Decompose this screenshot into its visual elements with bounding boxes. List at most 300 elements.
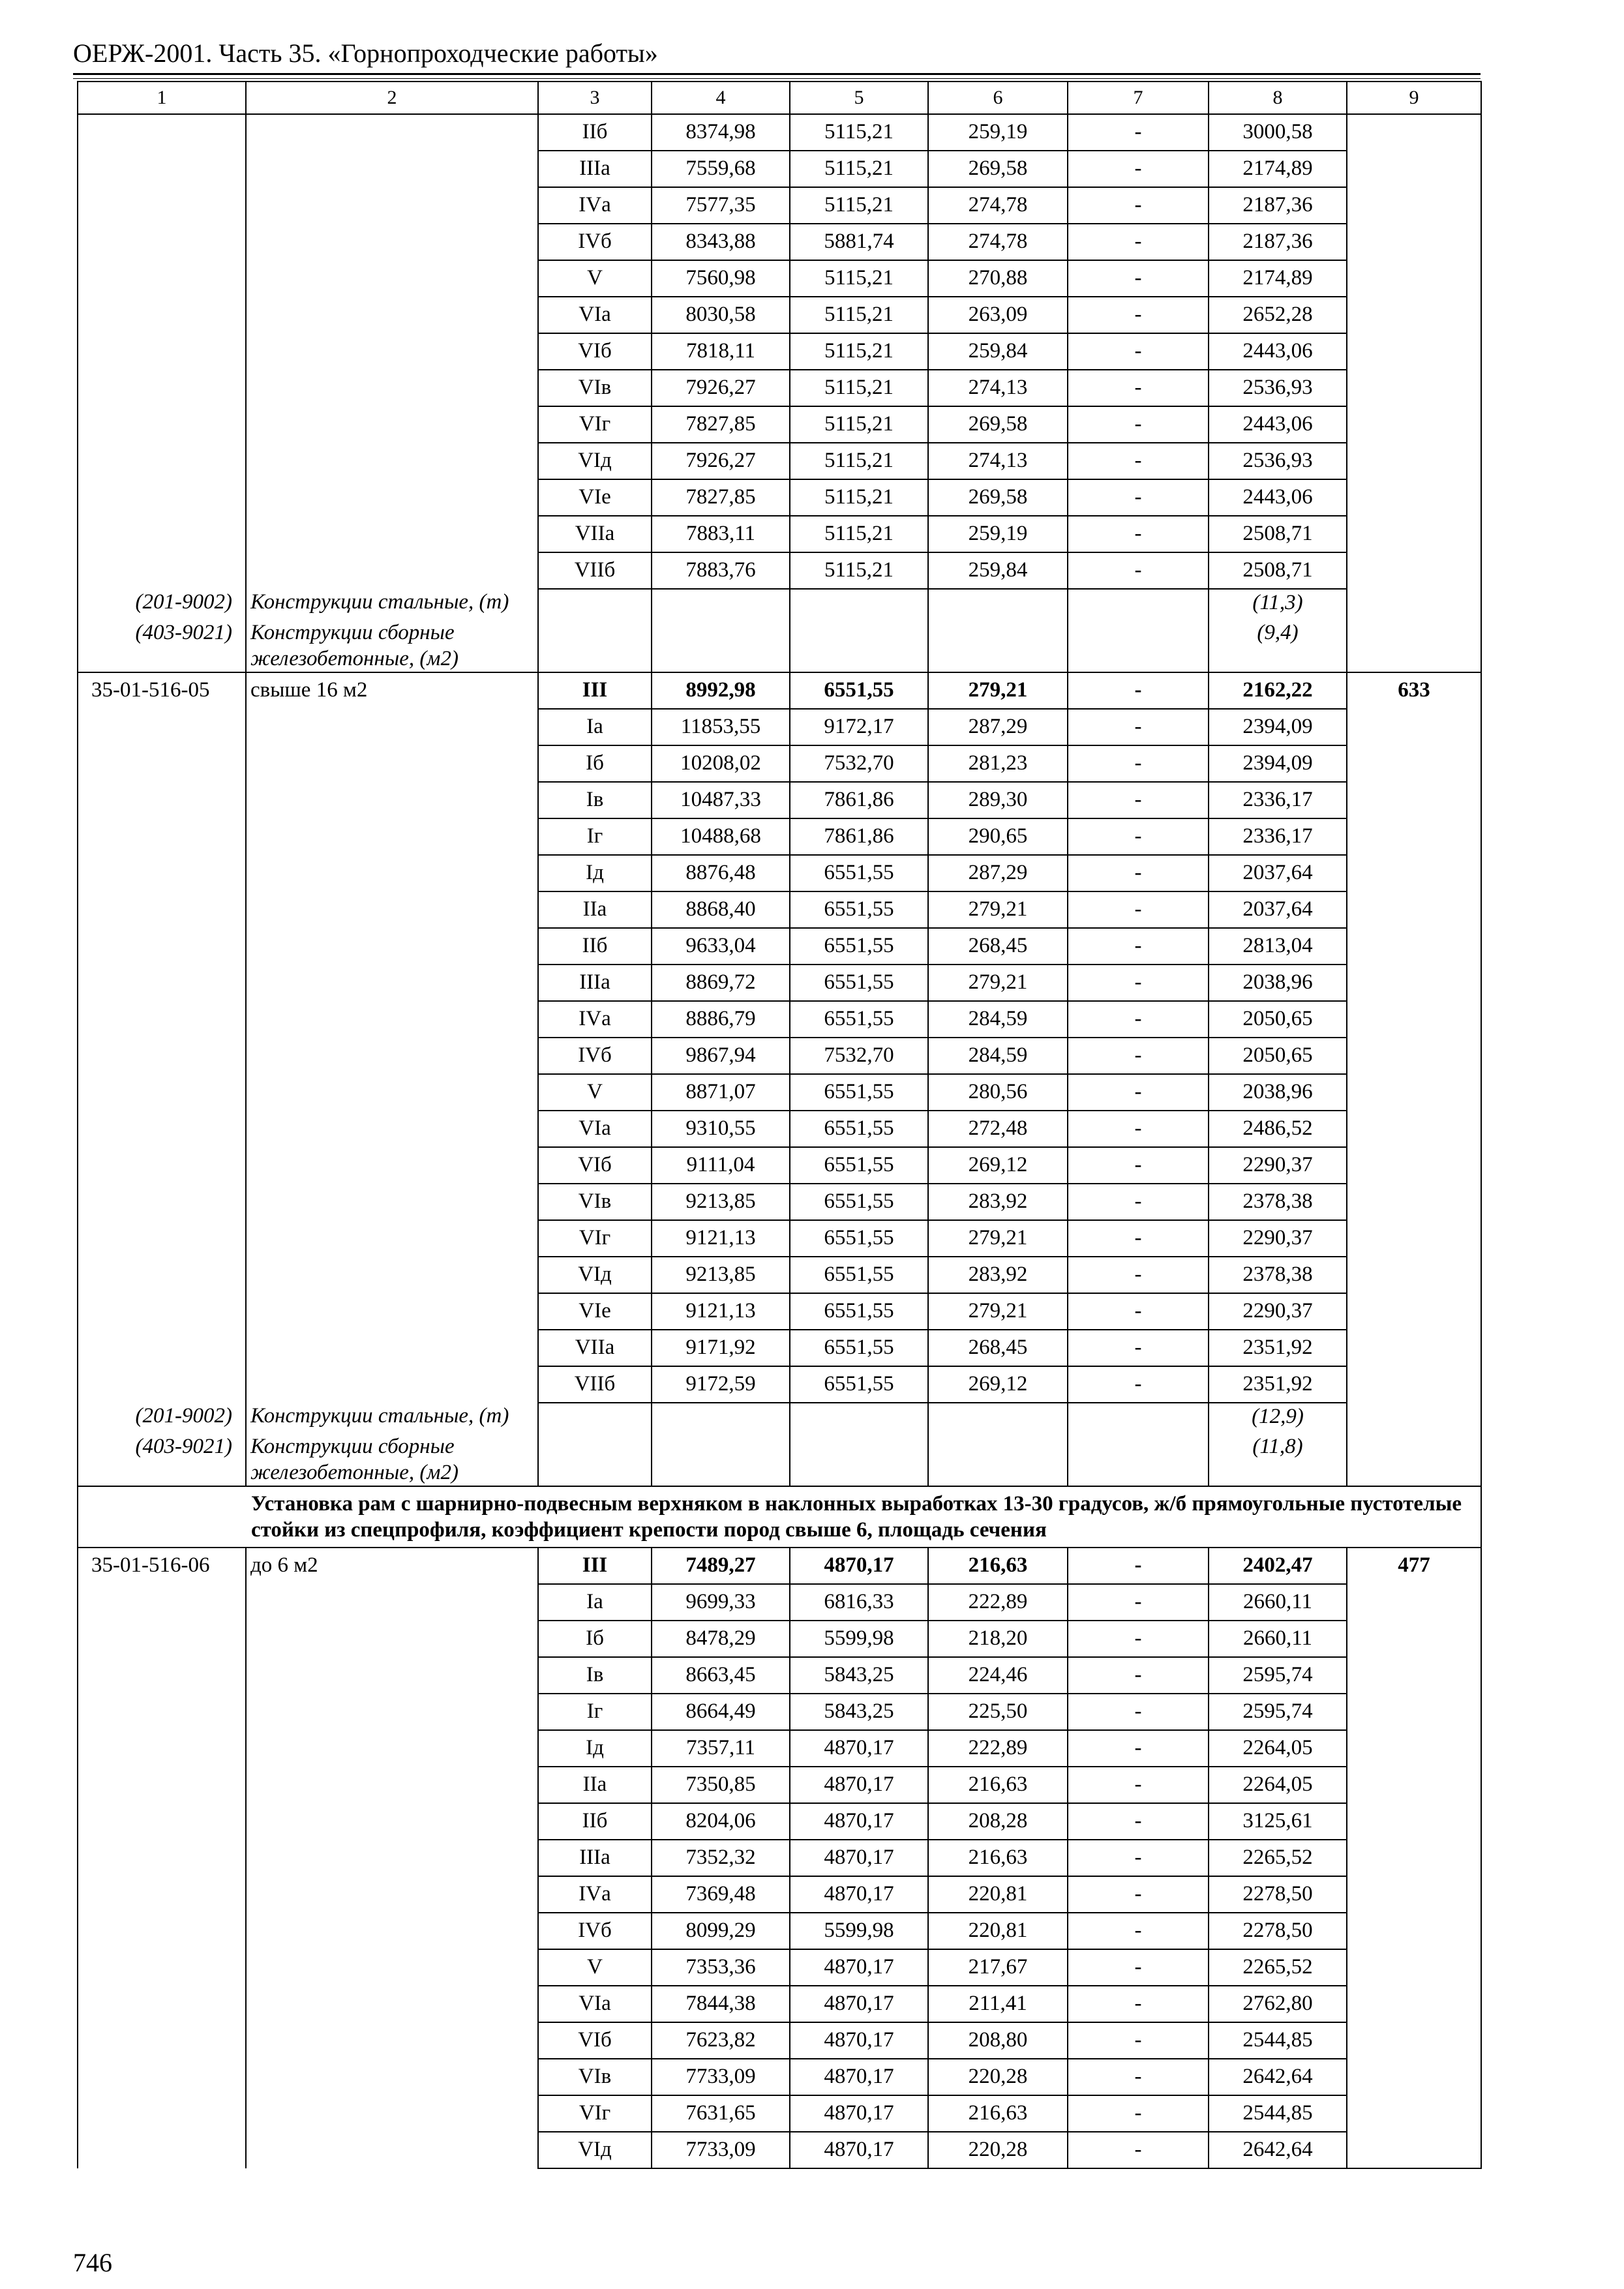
value-cell: 5115,21 (790, 479, 928, 516)
empty-cell (652, 1403, 790, 1433)
category-cell: VIа (538, 1986, 652, 2022)
category-cell: Iа (538, 709, 652, 745)
value-cell: 5115,21 (790, 552, 928, 589)
value-cell: 5115,21 (790, 114, 928, 151)
value-cell: 2187,36 (1209, 224, 1347, 260)
value-cell: 6551,55 (790, 891, 928, 928)
value-cell: - (1068, 1366, 1209, 1403)
value-cell: 4870,17 (790, 1730, 928, 1767)
rates-table (77, 81, 1482, 2169)
empty-cell (1068, 589, 1209, 620)
value-cell: - (1068, 552, 1209, 589)
value-cell: 5599,98 (790, 1913, 928, 1949)
value-cell: 268,45 (928, 1330, 1068, 1366)
value-cell: 2038,96 (1209, 1074, 1347, 1111)
value-cell: 2050,65 (1209, 1038, 1347, 1074)
value-cell: 2278,50 (1209, 1913, 1347, 1949)
value-cell: 216,63 (928, 2095, 1068, 2132)
value-cell: - (1068, 855, 1209, 891)
value-cell: 289,30 (928, 782, 1068, 818)
value-cell: 272,48 (928, 1111, 1068, 1147)
value-cell: 2813,04 (1209, 928, 1347, 965)
value-cell: 6551,55 (790, 672, 928, 709)
empty-cell (538, 1403, 652, 1433)
value-cell: 263,09 (928, 297, 1068, 333)
category-cell: VIб (538, 333, 652, 370)
value-cell: 7560,98 (652, 260, 790, 297)
resource-code: (201-9002) (78, 589, 246, 620)
value-cell: 220,28 (928, 2059, 1068, 2095)
value-cell: 4870,17 (790, 1767, 928, 1803)
value-cell: 7353,36 (652, 1949, 790, 1986)
value-cell: 269,58 (928, 151, 1068, 187)
category-cell: IIб (538, 1803, 652, 1840)
value-cell: 290,65 (928, 818, 1068, 855)
value-cell: - (1068, 406, 1209, 443)
value-cell: - (1068, 516, 1209, 552)
norm-description-cell (246, 114, 538, 589)
value-cell: 2037,64 (1209, 855, 1347, 891)
category-cell: Iд (538, 1730, 652, 1767)
category-cell: IVб (538, 1913, 652, 1949)
value-cell: 4870,17 (790, 1548, 928, 1584)
value-cell: 9121,13 (652, 1293, 790, 1330)
category-cell: III (538, 1548, 652, 1584)
column-number: 3 (538, 82, 652, 114)
category-cell: V (538, 260, 652, 297)
value-cell: 7733,09 (652, 2132, 790, 2168)
category-cell: IVа (538, 1876, 652, 1913)
empty-cell (652, 620, 790, 672)
category-cell: III (538, 672, 652, 709)
value-cell: 269,12 (928, 1147, 1068, 1184)
table-row (78, 114, 1481, 151)
value-cell: - (1068, 1840, 1209, 1876)
category-cell: VIг (538, 406, 652, 443)
empty-cell (928, 620, 1068, 672)
value-cell: 5843,25 (790, 1694, 928, 1730)
value-cell: 7818,11 (652, 333, 790, 370)
value-cell: 7532,70 (790, 1038, 928, 1074)
value-cell: 2290,37 (1209, 1293, 1347, 1330)
value-cell: 5843,25 (790, 1657, 928, 1694)
value-cell: 268,45 (928, 928, 1068, 965)
category-cell: IIа (538, 1767, 652, 1803)
value-cell: 2660,11 (1209, 1584, 1347, 1621)
value-cell: 8868,40 (652, 891, 790, 928)
category-cell: VIIа (538, 516, 652, 552)
category-cell: IIб (538, 114, 652, 151)
value-cell: 4870,17 (790, 2022, 928, 2059)
category-cell: VIа (538, 297, 652, 333)
value-cell: - (1068, 333, 1209, 370)
value-cell: 5115,21 (790, 443, 928, 479)
value-cell: 2536,93 (1209, 370, 1347, 406)
value-cell: 4870,17 (790, 1876, 928, 1913)
category-cell: VIе (538, 479, 652, 516)
value-cell: 287,29 (928, 855, 1068, 891)
value-cell: 11853,55 (652, 709, 790, 745)
value-cell: 2762,80 (1209, 1986, 1347, 2022)
value-cell: 2443,06 (1209, 479, 1347, 516)
empty-cell (1068, 1403, 1209, 1433)
value-cell: 2394,09 (1209, 745, 1347, 782)
empty-cell (1068, 1433, 1209, 1486)
value-cell: 2595,74 (1209, 1657, 1347, 1694)
header-rule (73, 73, 1481, 75)
value-cell: - (1068, 1730, 1209, 1767)
value-cell: 6551,55 (790, 1147, 928, 1184)
value-cell: 9121,13 (652, 1220, 790, 1257)
value-cell: 2265,52 (1209, 1949, 1347, 1986)
value-cell: 222,89 (928, 1730, 1068, 1767)
value-cell: 6551,55 (790, 1184, 928, 1220)
value-cell: 2351,92 (1209, 1330, 1347, 1366)
value-cell: 225,50 (928, 1694, 1068, 1730)
value-cell: 2378,38 (1209, 1184, 1347, 1220)
value-cell: 220,81 (928, 1876, 1068, 1913)
category-cell: Iг (538, 1694, 652, 1730)
value-cell: 4870,17 (790, 2095, 928, 2132)
category-cell: IVб (538, 224, 652, 260)
empty-cell (538, 589, 652, 620)
category-cell: V (538, 1074, 652, 1111)
category-cell: VIд (538, 443, 652, 479)
resource-note-row (78, 620, 1481, 672)
value-cell: 9310,55 (652, 1111, 790, 1147)
value-cell: 8871,07 (652, 1074, 790, 1111)
value-cell: - (1068, 782, 1209, 818)
value-cell: 2642,64 (1209, 2132, 1347, 2168)
value-cell: 6551,55 (790, 1111, 928, 1147)
page-number: 746 (73, 2248, 112, 2277)
value-cell: 9213,85 (652, 1257, 790, 1293)
value-cell: 3000,58 (1209, 114, 1347, 151)
value-cell: - (1068, 1621, 1209, 1657)
column-number: 9 (1347, 82, 1481, 114)
empty-cell (538, 620, 652, 672)
empty-cell (538, 1433, 652, 1486)
value-cell: - (1068, 709, 1209, 745)
column-number: 6 (928, 82, 1068, 114)
column-number: 5 (790, 82, 928, 114)
value-cell: - (1068, 370, 1209, 406)
resource-quantity: (9,4) (1209, 620, 1347, 672)
value-cell: 287,29 (928, 709, 1068, 745)
category-cell: Iд (538, 855, 652, 891)
value-cell: 6551,55 (790, 1330, 928, 1366)
value-cell: 220,81 (928, 1913, 1068, 1949)
empty-cell (790, 1433, 928, 1486)
value-cell: 8374,98 (652, 114, 790, 151)
value-cell: 274,13 (928, 443, 1068, 479)
value-cell: 2351,92 (1209, 1366, 1347, 1403)
value-cell: 10208,02 (652, 745, 790, 782)
value-cell: 6551,55 (790, 928, 928, 965)
value-cell: 2536,93 (1209, 443, 1347, 479)
resource-quantity: (11,3) (1209, 589, 1347, 620)
value-cell: 2394,09 (1209, 709, 1347, 745)
value-cell: 4870,17 (790, 1803, 928, 1840)
value-cell: 2508,71 (1209, 552, 1347, 589)
value-cell: 270,88 (928, 260, 1068, 297)
value-cell: 6551,55 (790, 855, 928, 891)
value-cell: 2443,06 (1209, 333, 1347, 370)
category-cell: VIе (538, 1293, 652, 1330)
value-cell: 224,46 (928, 1657, 1068, 1694)
value-cell: 6551,55 (790, 1257, 928, 1293)
value-cell: 2443,06 (1209, 406, 1347, 443)
column-9-cell: 477 (1347, 1548, 1481, 2168)
category-cell: Iа (538, 1584, 652, 1621)
value-cell: 7532,70 (790, 745, 928, 782)
category-cell: Iв (538, 1657, 652, 1694)
category-cell: Iб (538, 745, 652, 782)
table-row (78, 672, 1481, 709)
value-cell: 279,21 (928, 1220, 1068, 1257)
value-cell: 208,28 (928, 1803, 1068, 1840)
value-cell: - (1068, 1949, 1209, 1986)
value-cell: 7733,09 (652, 2059, 790, 2095)
value-cell: 9699,33 (652, 1584, 790, 1621)
category-cell: IVа (538, 187, 652, 224)
column-number: 2 (246, 82, 538, 114)
value-cell: 274,13 (928, 370, 1068, 406)
value-cell: 5115,21 (790, 297, 928, 333)
empty-cell (1068, 620, 1209, 672)
value-cell: 7883,76 (652, 552, 790, 589)
value-cell: 8869,72 (652, 965, 790, 1001)
category-cell: VIд (538, 2132, 652, 2168)
resource-quantity: (11,8) (1209, 1433, 1347, 1486)
value-cell: 2290,37 (1209, 1147, 1347, 1184)
empty-cell (790, 1403, 928, 1433)
value-cell: 2265,52 (1209, 1840, 1347, 1876)
column-number: 1 (78, 82, 246, 114)
empty-cell (652, 1433, 790, 1486)
value-cell: 9172,59 (652, 1366, 790, 1403)
value-cell: - (1068, 260, 1209, 297)
section-empty-cell (78, 1486, 246, 1548)
resource-name: Конструкции сборные железобетонные, (м2) (246, 620, 538, 672)
value-cell: - (1068, 1220, 1209, 1257)
category-cell: VIг (538, 1220, 652, 1257)
value-cell: - (1068, 443, 1209, 479)
value-cell: - (1068, 672, 1209, 709)
value-cell: 7861,86 (790, 782, 928, 818)
value-cell: 269,12 (928, 1366, 1068, 1403)
category-cell: IIIа (538, 1840, 652, 1876)
value-cell: 284,59 (928, 1038, 1068, 1074)
value-cell: 218,20 (928, 1621, 1068, 1657)
value-cell: 8664,49 (652, 1694, 790, 1730)
value-cell: 220,28 (928, 2132, 1068, 2168)
category-cell: VIв (538, 2059, 652, 2095)
category-cell: VIIб (538, 552, 652, 589)
value-cell: - (1068, 1330, 1209, 1366)
rates-table-body (78, 82, 1481, 2168)
value-cell: 5115,21 (790, 260, 928, 297)
value-cell: - (1068, 297, 1209, 333)
value-cell: - (1068, 1986, 1209, 2022)
value-cell: - (1068, 1803, 1209, 1840)
value-cell: 2174,89 (1209, 151, 1347, 187)
value-cell: - (1068, 2022, 1209, 2059)
value-cell: 5115,21 (790, 151, 928, 187)
value-cell: - (1068, 224, 1209, 260)
value-cell: 2642,64 (1209, 2059, 1347, 2095)
value-cell: 6551,55 (790, 1366, 928, 1403)
value-cell: 4870,17 (790, 2132, 928, 2168)
value-cell: 283,92 (928, 1257, 1068, 1293)
value-cell: 2402,47 (1209, 1548, 1347, 1584)
norm-code-cell: 35-01-516-06 (78, 1548, 246, 2168)
resource-name: Конструкции сборные железобетонные, (м2) (246, 1433, 538, 1486)
category-cell: VIб (538, 1147, 652, 1184)
value-cell: 8030,58 (652, 297, 790, 333)
value-cell: - (1068, 1767, 1209, 1803)
value-cell: 2187,36 (1209, 187, 1347, 224)
category-cell: VIIа (538, 1330, 652, 1366)
value-cell: 7631,65 (652, 2095, 790, 2132)
resource-note-row (78, 1433, 1481, 1486)
value-cell: - (1068, 928, 1209, 965)
value-cell: 7827,85 (652, 406, 790, 443)
value-cell: 7844,38 (652, 1986, 790, 2022)
category-cell: V (538, 1949, 652, 1986)
column-9-cell: 633 (1347, 672, 1481, 1486)
value-cell: 7352,32 (652, 1840, 790, 1876)
category-cell: VIа (538, 1111, 652, 1147)
value-cell: - (1068, 818, 1209, 855)
norm-description-cell: свыше 16 м2 (246, 672, 538, 1403)
value-cell: - (1068, 745, 1209, 782)
category-cell: IIа (538, 891, 652, 928)
column-number: 7 (1068, 82, 1209, 114)
norm-code-cell: 35-01-516-05 (78, 672, 246, 1403)
resource-code: (403-9021) (78, 620, 246, 672)
value-cell: 222,89 (928, 1584, 1068, 1621)
value-cell: 8343,88 (652, 224, 790, 260)
resource-name: Конструкции стальные, (т) (246, 1403, 538, 1433)
norm-description-cell: до 6 м2 (246, 1548, 538, 2168)
value-cell: 2162,22 (1209, 672, 1347, 709)
category-cell: VIв (538, 370, 652, 406)
value-cell: 279,21 (928, 1293, 1068, 1330)
value-cell: 2378,38 (1209, 1257, 1347, 1293)
value-cell: 9171,92 (652, 1330, 790, 1366)
value-cell: 2544,85 (1209, 2095, 1347, 2132)
value-cell: 5115,21 (790, 406, 928, 443)
value-cell: 5115,21 (790, 187, 928, 224)
category-cell: Iв (538, 782, 652, 818)
value-cell: 9172,17 (790, 709, 928, 745)
value-cell: - (1068, 1548, 1209, 1584)
value-cell: 2595,74 (1209, 1694, 1347, 1730)
value-cell: 281,23 (928, 745, 1068, 782)
value-cell: 6551,55 (790, 1074, 928, 1111)
value-cell: - (1068, 2095, 1209, 2132)
value-cell: 8663,45 (652, 1657, 790, 1694)
section-heading: Установка рам с шарнирно-подвесным верхняком в наклонных выработках 13-30 градусов, ж/б прямоугольные пустотелые стойки из спецпрофиля, коэффициент крепости пород свыше 6, площадь сечения (246, 1486, 1481, 1548)
value-cell: 7489,27 (652, 1548, 790, 1584)
value-cell: 7623,82 (652, 2022, 790, 2059)
category-cell: Iг (538, 818, 652, 855)
value-cell: 259,84 (928, 333, 1068, 370)
value-cell: 2652,28 (1209, 297, 1347, 333)
value-cell: 6551,55 (790, 1220, 928, 1257)
value-cell: - (1068, 1074, 1209, 1111)
category-cell: IIIа (538, 965, 652, 1001)
value-cell: 7861,86 (790, 818, 928, 855)
value-cell: 7369,48 (652, 1876, 790, 1913)
table-row (78, 1548, 1481, 1584)
value-cell: 211,41 (928, 1986, 1068, 2022)
value-cell: 2336,17 (1209, 818, 1347, 855)
value-cell: - (1068, 1147, 1209, 1184)
value-cell: 2486,52 (1209, 1111, 1347, 1147)
value-cell: - (1068, 1001, 1209, 1038)
section-heading-row (78, 1486, 1481, 1548)
empty-cell (790, 620, 928, 672)
value-cell: 6551,55 (790, 1001, 928, 1038)
value-cell: 7350,85 (652, 1767, 790, 1803)
value-cell: 9213,85 (652, 1184, 790, 1220)
value-cell: 9111,04 (652, 1147, 790, 1184)
resource-name: Конструкции стальные, (т) (246, 589, 538, 620)
value-cell: 217,67 (928, 1949, 1068, 1986)
value-cell: 2290,37 (1209, 1220, 1347, 1257)
value-cell: - (1068, 1293, 1209, 1330)
resource-note-row (78, 589, 1481, 620)
value-cell: 7883,11 (652, 516, 790, 552)
category-cell: Iб (538, 1621, 652, 1657)
value-cell: 4870,17 (790, 1840, 928, 1876)
value-cell: 6551,55 (790, 1293, 928, 1330)
value-cell: 2544,85 (1209, 2022, 1347, 2059)
value-cell: 284,59 (928, 1001, 1068, 1038)
value-cell: - (1068, 1111, 1209, 1147)
category-cell: VIд (538, 1257, 652, 1293)
value-cell: 2050,65 (1209, 1001, 1347, 1038)
value-cell: - (1068, 1657, 1209, 1694)
value-cell: - (1068, 1694, 1209, 1730)
value-cell: 274,78 (928, 187, 1068, 224)
value-cell: 2278,50 (1209, 1876, 1347, 1913)
value-cell: - (1068, 479, 1209, 516)
value-cell: 259,19 (928, 114, 1068, 151)
value-cell: 269,58 (928, 479, 1068, 516)
empty-cell (652, 589, 790, 620)
empty-cell (928, 1433, 1068, 1486)
value-cell: - (1068, 2059, 1209, 2095)
value-cell: - (1068, 1584, 1209, 1621)
value-cell: 5115,21 (790, 333, 928, 370)
value-cell: 269,58 (928, 406, 1068, 443)
value-cell: - (1068, 187, 1209, 224)
value-cell: - (1068, 891, 1209, 928)
column-number: 4 (652, 82, 790, 114)
value-cell: 8099,29 (652, 1913, 790, 1949)
value-cell: 2336,17 (1209, 782, 1347, 818)
category-cell: IIб (538, 928, 652, 965)
value-cell: 8204,06 (652, 1803, 790, 1840)
value-cell: 259,84 (928, 552, 1068, 589)
category-cell: VIIб (538, 1366, 652, 1403)
value-cell: 8478,29 (652, 1621, 790, 1657)
value-cell: 9867,94 (652, 1038, 790, 1074)
value-cell: 6816,33 (790, 1584, 928, 1621)
